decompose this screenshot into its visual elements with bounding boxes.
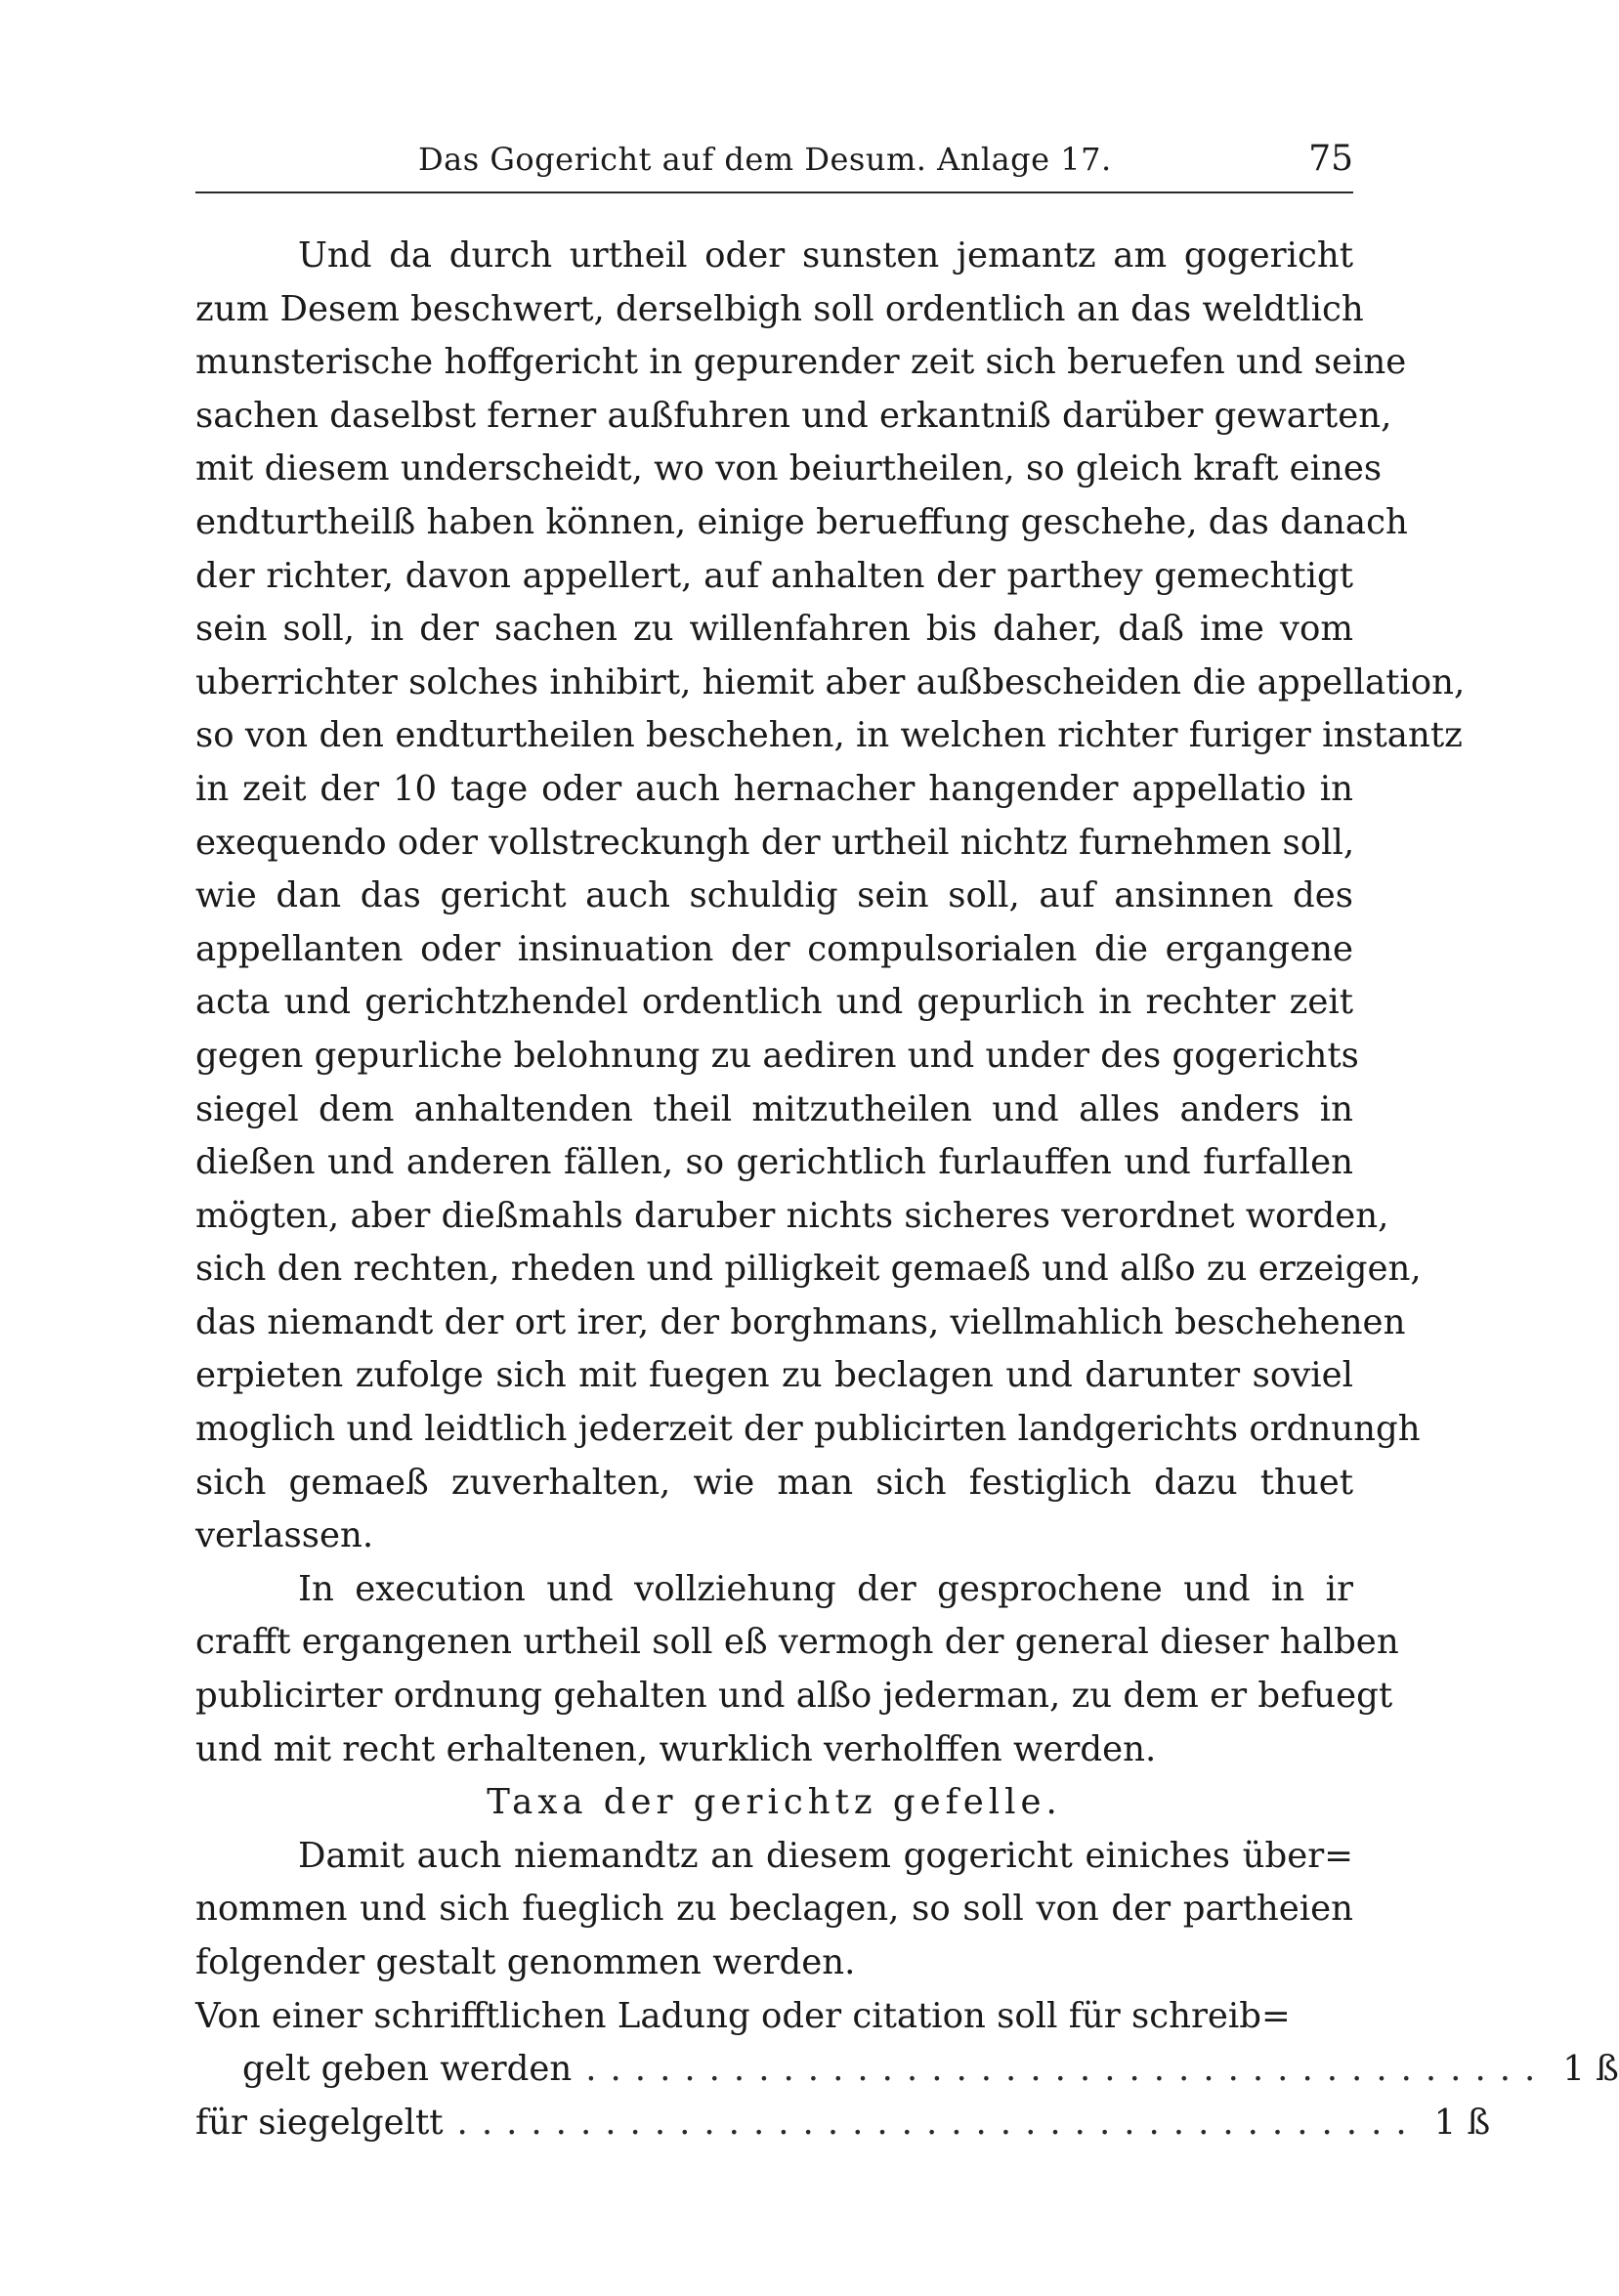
text-line: Und da durch urtheil oder sunsten jemantz am gogericht <box>298 235 1353 276</box>
text-line: sein soll, in der sachen zu willenfahren bis daher, daß ime vom <box>195 609 1353 650</box>
text-line: wie dan das gericht auch schuldig sein soll, auf ansinnen des <box>195 875 1353 916</box>
text-line: mögten, aber dießmahls daruber nichts sicheres verordnet worden, <box>195 1195 1389 1236</box>
text-line: so von den endturtheilen beschehen, in welchen richter furiger instantz <box>195 715 1463 756</box>
text-line: sachen daselbst ferner außfuhren und erkantniß darüber gewarten, <box>195 395 1392 436</box>
text-line: gegen gepurliche belohnung zu aediren und under des gogerichts <box>195 1035 1359 1076</box>
text-line: verlassen. <box>195 1515 374 1556</box>
text-line: moglich und leidtlich jederzeit der publicirten landgerichts ordnungh <box>195 1409 1421 1450</box>
text-line: munsterische hoffgericht in gepurender zeit sich beruefen und seine <box>195 342 1407 383</box>
text-line: Damit auch niemandtz an diesem gogericht einiches über= <box>298 1835 1353 1876</box>
text-line: folgender gestalt genommen werden. <box>195 1942 856 1982</box>
text-line: publicirter ordnung gehalten und alßo jederman, zu dem er befuegt <box>195 1676 1393 1717</box>
text-line: endturtheilß haben können, einige berueffung geschehe, das danach <box>195 501 1408 542</box>
text-line: appellanten oder insinuation der compulsorialen die ergangene <box>195 928 1353 969</box>
text-line: zum Desem beschwert, derselbigh soll ordentlich an das weldtlich <box>195 288 1364 329</box>
text-line: und mit recht erhaltenen, wurklich verholffen werden. <box>195 1728 1157 1769</box>
text-line: exequendo oder vollstreckungh der urtheil nichtz furnehmen soll, <box>195 822 1355 863</box>
text-line: sich gemaeß zuverhalten, wie man sich festiglich dazu thuet <box>195 1462 1353 1503</box>
text-line: sich den rechten, rheden und pilligkeit gemaeß und alßo zu erzeigen, <box>195 1249 1422 1290</box>
leader-dots: ....................................... <box>585 2049 1550 2090</box>
text-line: crafft ergangenen urtheil soll eß vermogh der general dieser halben <box>195 1622 1399 1663</box>
text-line: Von einer schrifftlichen Ladung oder citation soll für schreib= <box>195 1995 1291 2036</box>
fee-amount: 1 ß <box>1562 2049 1619 2090</box>
header-title: Das Gogericht auf dem Desum. Anlage 17. <box>418 141 1112 178</box>
text-line: In execution und vollziehung der gesprochene und in ir <box>298 1568 1353 1609</box>
text-line: dießen und anderen fällen, so gerichtlich furlauffen und furfallen <box>195 1142 1353 1183</box>
text-line: uberrichter solches inhibirt, hiemit aber außbescheiden die appellation, <box>195 661 1466 702</box>
fee-label: gelt geben werden <box>242 2049 573 2090</box>
fee-label: für siegelgeltt <box>195 2102 444 2143</box>
text-line: acta und gerichtzhendel ordentlich und gepurlich in rechter zeit <box>195 982 1353 1023</box>
text-line: mit diesem underscheidt, wo von beiurtheilen, so gleich kraft eines <box>195 448 1383 489</box>
fee-amount: 1 ß <box>1433 2102 1491 2143</box>
text-line: in zeit der 10 tage oder auch hernacher hangender appellatio in <box>195 768 1353 809</box>
leader-dots: ....................................... <box>456 2102 1421 2143</box>
running-header <box>195 137 1353 193</box>
text-line: das niemandt der ort irer, der borghmans, viellmahlich beschehenen <box>195 1301 1406 1342</box>
section-heading: Taxa der gerichtz gefelle. <box>487 1782 1062 1823</box>
fee-row <box>195 2097 1491 2150</box>
text-line: nommen und sich fueglich zu beclagen, so soll von der partheien <box>195 1889 1353 1930</box>
page-number: 75 <box>1308 139 1353 179</box>
document-body <box>195 230 1619 2149</box>
text-line: erpieten zufolge sich mit fuegen zu beclagen und darunter soviel <box>195 1355 1353 1396</box>
text-line: der richter, davon appellert, auf anhalten der parthey gemechtigt <box>195 555 1353 596</box>
text-line: siegel dem anhaltenden theil mitzutheilen und alles anders in <box>195 1088 1353 1129</box>
fee-row <box>195 2043 1619 2097</box>
